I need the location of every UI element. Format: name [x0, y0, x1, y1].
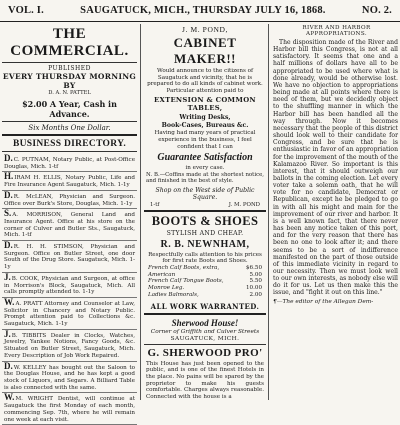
article-heading: RIVER AND HARBOR APPROPRIATIONS. — [302, 25, 371, 37]
coffins-note: N. B.—Coffins made at the shortest notice, and finished in the best of style. — [146, 171, 264, 185]
business-card — [2, 241, 137, 273]
card-initial: H. — [4, 171, 14, 182]
extension-tables: EXTENSION & COMMON TABLES, — [154, 96, 256, 113]
cabinet-intro: Would announce to the citizens of Saugatuck and vicinity, that he is prepared to do all kinds of cabinet work. Particular attention paid to — [147, 68, 263, 94]
price-value: $6.50 — [245, 264, 262, 271]
business-card — [2, 209, 137, 241]
publisher-line: D. A. N. PATTEL — [48, 90, 91, 96]
shop-location: Shop on the West side of Public Square. — [155, 186, 255, 201]
boots-headline: BOOTS & SHOES — [151, 213, 259, 228]
sign-left: 1-tf — [150, 201, 160, 208]
business-card — [2, 298, 137, 330]
business-card — [2, 393, 137, 425]
cabinet-headline: CABINET MAKER!! — [173, 35, 237, 66]
card-initial: W. — [4, 296, 15, 307]
divider — [144, 313, 266, 315]
price-row — [144, 278, 266, 285]
hotel-title: Sherwood House! — [171, 317, 239, 328]
volume-label: VOL. I. — [8, 5, 44, 16]
card-text: IRAM H. ELLIS, Notary Public, Life and Fire Insurance Agent Saugatuck, Mich. 1-1y — [4, 175, 135, 189]
hotel-town: SAUGATUCK, MICH. — [170, 335, 240, 342]
card-text: B. TIBBITS Dealer in Clocks, Watches, Jewelry, Yankee Notions, Fancy Goods, &c. Situated on Butler Street, Saugatuck, Mich. Every Description of Job Work Repaired. — [4, 332, 135, 359]
ad-signature — [144, 202, 266, 208]
price-label: French Calf Tongue Boots, — [148, 278, 224, 285]
subscription-price: $2.00 A Year, Cash in Advance. — [22, 99, 117, 119]
price-label: French Calf Boots, extra, — [148, 264, 220, 271]
divider — [2, 121, 137, 122]
divider — [144, 210, 266, 212]
price-label: American — [148, 271, 176, 278]
business-card — [2, 154, 137, 172]
business-card — [2, 172, 137, 190]
card-text: W. KELLEY has bought out the Saloon to the Douglas House, and he has kept a good stock of Liquors, and Segars. A Billiard Table is also connected with the same. — [4, 364, 135, 391]
proprietor-name: G. SHERWOOD PRO' — [147, 346, 263, 359]
divider — [2, 134, 137, 136]
card-initial: J. — [4, 328, 11, 339]
advertiser-name: J. M. POND, — [182, 25, 228, 34]
card-initial: D. — [4, 189, 13, 200]
price-value: 5.50 — [249, 278, 262, 285]
article-paragraph: The disposition made of the River and Harbor bill this Congress, is not at all satisfactory. It seems that one and a half millions of dollars have all to be appropriated to be used where what is done already, would be otherwise lost. We have no objection to appropriations being made at all points where there is need of them, but we decidedly object to the shuffling manner in which the Harbor bill has been handled all the way through. Now it becomes necessary that the people of this district should look well to their candidate for Congress, and be sure that he is enthusiastic in favor of an appropriation for the improvement of the mouth of the Kalamazoo River. So important is this interest, that it should outweigh our ballots in the coming election. Let every voter take a solemn oath, that he will vote for no candidate, Democrat or Republican, except he be pledged to go in with all his might and main for the improvement of our river and harbor. It is a well known fact, that there never has been any notice taken of this port, and for the very reason that there has been no one to look after it; and there seems to be a sort of indifference manifested on the part of those outside of this immediate vicinity in regard to our necessity. Then we must look well to our own interests, as nobody else will do it for us. Let us then make this the issue, and "fight it out on this line." — [273, 39, 399, 297]
every-case: in every case. — [185, 165, 225, 172]
price-list — [144, 265, 266, 299]
price-row — [144, 292, 266, 299]
price-label: Monroe Leg. — [148, 285, 185, 292]
article-footer: ¶—The editor of the Allegan Dem- — [273, 298, 374, 305]
newnham-name: R. B. NEWNHAM, — [160, 238, 250, 250]
card-text: C. PUTNAM, Notary Public, at Post-Office Douglas, Mich. 1-tf — [4, 157, 135, 170]
bookcases-line: Book-Cases, Bureaus &c. — [161, 122, 249, 130]
column-left — [2, 24, 137, 423]
card-initial: D. — [4, 240, 13, 251]
card-initial: J. — [4, 271, 11, 282]
card-text: M. WRIGHT Dentist, will continue at Saugatuck the first Monday of each month, commencing Sep. 7th, where he will remain one week at each visit. — [4, 396, 135, 423]
hotel-text: This House has just been opened to the public, and is one of the finest Hotels in the place. No pains will be spared by the proprietor to make his guests comfortable. Charges always reasonable. Connected with the house is a — [146, 360, 264, 400]
article-body — [273, 39, 400, 297]
card-text: B. COOK, Physician and Surgeon, at office in Morrison's Block, Saugatuck, Mich. All calls promptly attended to. 1-1y — [4, 275, 135, 296]
divider — [144, 344, 266, 345]
card-initial: D. — [4, 360, 13, 371]
card-text: R. H. H. STIMSON, Physician and Surgeon. Office on Butler Street, one door South of the Drug Store. Saugatuck, Mich. 1-1y — [4, 244, 135, 271]
column-right — [268, 24, 400, 400]
dateline: SAUGATUCK, MICH., THURSDAY JULY 16, 1868. — [80, 5, 326, 16]
card-initial: D. — [4, 153, 13, 163]
business-card — [2, 191, 137, 209]
column-middle — [140, 24, 266, 400]
published-label: PUBLISHED — [48, 65, 91, 72]
business-card — [2, 273, 137, 298]
card-initial: S. — [4, 208, 12, 219]
divider — [2, 151, 137, 152]
six-months-price: Six Months One Dollar. — [28, 124, 111, 132]
schedule-line: EVERY THURSDAY MORNING BY — [2, 72, 137, 90]
price-value: 2.00 — [249, 291, 262, 298]
card-text: A. PRATT Attorney and Counselor at Law, Solicitor in Chancery and Notary Public. Prompt attention paid to Collections &c. Saugatuck, Mich. 1-1y — [4, 300, 135, 328]
card-initial: W. — [4, 392, 15, 403]
business-cards — [2, 154, 137, 425]
card-text: R. McLEAN, Physician and Surgeon. Office over Burk's Store, Douglas, Mich. 1-1y — [4, 193, 135, 207]
sign-right: J. M. POND — [228, 201, 260, 208]
experience-text: Having had many years of practical experience in the business, I feel confident that I can — [154, 130, 256, 150]
paper-title: THE COMMERCIAL. — [10, 26, 129, 59]
price-row — [144, 285, 266, 292]
prices-offer: Respectfully calls attention to his prices for first rate Boots and Shoes. — [148, 251, 262, 265]
price-value: 10.00 — [245, 285, 262, 292]
business-card — [2, 362, 137, 394]
price-value: 5.00 — [249, 271, 262, 278]
price-row — [144, 265, 266, 272]
price-label: Ladies Balmorals, — [148, 291, 199, 298]
style-line: STYLISH AND CHEAP. — [166, 229, 244, 237]
masthead — [0, 0, 400, 22]
writing-desks: Writing Desks, — [179, 114, 231, 122]
issue-number: NO. 2. — [361, 5, 392, 16]
hotel-corner: Corner of Griffith and Culver Streets — [150, 328, 260, 335]
warranted-line: ALL WORK WARRANTED. — [150, 301, 260, 311]
card-text: A. MORRISON, General Land and Insurance Agent. Office at his store on the corner of Culver and Butler Sts., Saugatuck, Mich. 1-tf — [4, 212, 135, 239]
price-row — [144, 272, 266, 279]
divider — [2, 62, 137, 63]
directory-title: BUSINESS DIRECTORY. — [12, 139, 127, 149]
business-card — [2, 330, 137, 362]
guarantee-line: Guarantee Satisfaction — [157, 152, 253, 164]
